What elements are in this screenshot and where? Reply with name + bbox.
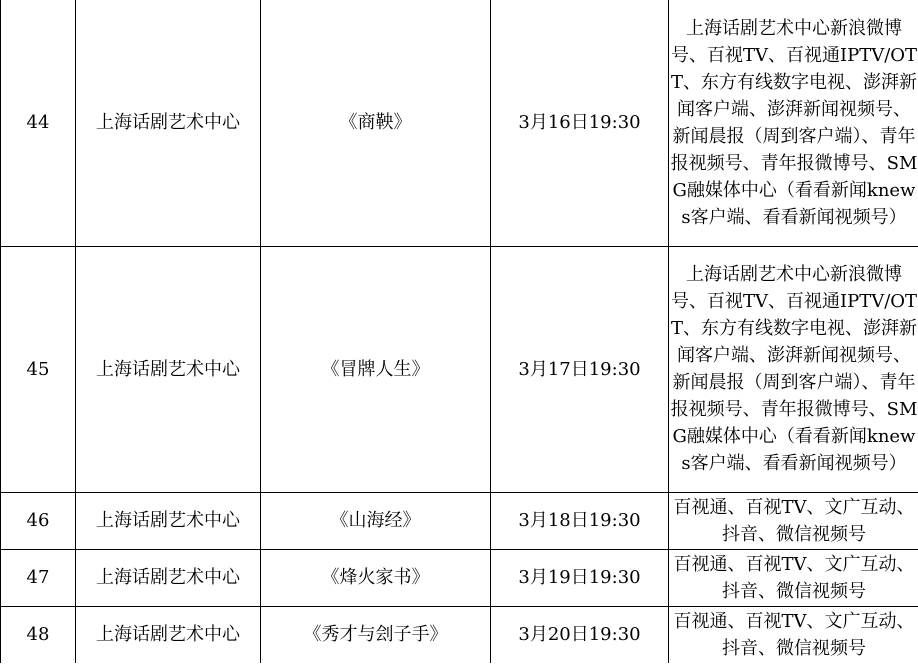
table-row	[1, 0, 918, 246]
organizer-cell: 上海话剧艺术中心	[76, 246, 261, 492]
broadcast-time: 3月20日19:30	[491, 606, 669, 663]
table-row	[1, 549, 918, 606]
table-row	[1, 246, 918, 492]
organizer-cell: 上海话剧艺术中心	[76, 549, 261, 606]
organizer-cell: 上海话剧艺术中心	[76, 606, 261, 663]
broadcast-time: 3月19日19:30	[491, 549, 669, 606]
row-number: 46	[1, 492, 76, 549]
organizer-cell: 上海话剧艺术中心	[76, 0, 261, 246]
row-number: 47	[1, 549, 76, 606]
broadcast-platforms: 上海话剧艺术中心新浪微博号、百视TV、百视通IPTV/OTT、东方有线数字电视、澎湃新闻客户端、澎湃新闻视频号、新闻晨报（周到客户端）、青年报视频号、青年报微博号、SMG融媒体中心（看看新闻knews客户端、看看新闻视频号）	[669, 0, 918, 246]
broadcast-time: 3月17日19:30	[491, 246, 669, 492]
broadcast-time: 3月16日19:30	[491, 0, 669, 246]
broadcast-platforms: 百视通、百视TV、文广互动、抖音、微信视频号	[669, 606, 918, 663]
table-row	[1, 492, 918, 549]
row-number: 48	[1, 606, 76, 663]
row-number: 44	[1, 0, 76, 246]
table-row	[1, 606, 918, 663]
performance-title: 《秀才与刽子手》	[261, 606, 491, 663]
performance-title: 《烽火家书》	[261, 549, 491, 606]
organizer-cell: 上海话剧艺术中心	[76, 492, 261, 549]
performance-title: 《冒牌人生》	[261, 246, 491, 492]
broadcast-time: 3月18日19:30	[491, 492, 669, 549]
performance-title: 《商鞅》	[261, 0, 491, 246]
broadcast-platforms: 百视通、百视TV、文广互动、抖音、微信视频号	[669, 492, 918, 549]
performance-title: 《山海经》	[261, 492, 491, 549]
broadcast-platforms: 百视通、百视TV、文广互动、抖音、微信视频号	[669, 549, 918, 606]
broadcast-platforms: 上海话剧艺术中心新浪微博号、百视TV、百视通IPTV/OTT、东方有线数字电视、澎湃新闻客户端、澎湃新闻视频号、新闻晨报（周到客户端）、青年报视频号、青年报微博号、SMG融媒体中心（看看新闻knews客户端、看看新闻视频号）	[669, 246, 918, 492]
row-number: 45	[1, 246, 76, 492]
